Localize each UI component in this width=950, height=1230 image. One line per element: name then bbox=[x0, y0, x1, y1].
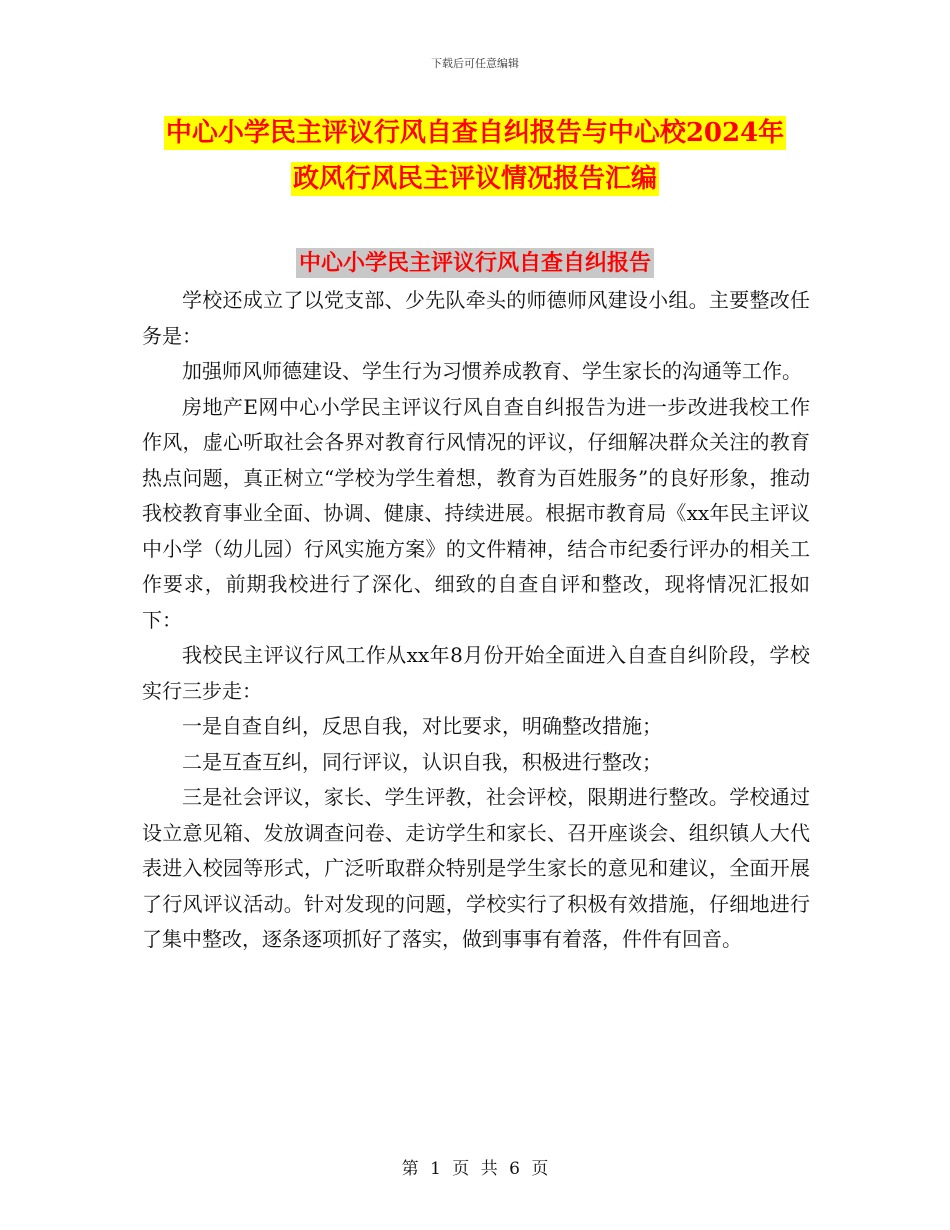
title-line-2: 政风行风民主评议情况报告汇编 bbox=[292, 164, 657, 194]
header-note: 下载后可任意编辑 bbox=[431, 57, 519, 70]
document-body bbox=[142, 283, 810, 958]
paragraph: 二是互查互纠，同行评议，认识自我，积极进行整改； bbox=[182, 749, 662, 774]
document-title bbox=[0, 110, 950, 202]
paragraph: 三是社会评议，家长、学生评教，社会评校，限期进行整改。学校通过设立意见箱、发放调查问卷、走访学生和家长、召开座谈会、组织镇人大代表进入校园等形式，广泛听取群众特别是学生家长的意见和建议，全面开展了行风评议活动。针对发现的问题，学校实行了积极有效措施，仔细地进行了集中整改，逐条逐项抓好了落实，做到事事有着落，件件有回音。 bbox=[142, 785, 810, 951]
paragraph: 房地产E网中心小学民主评议行风自查自纠报告为进一步改进我校工作作风，虚心听取社会各界对教育行风情况的评议，仔细解决群众关注的教育热点问题，真正树立“学校为学生着想，教育为百姓服务”的良好形象，推动我校教育事业全面、协调、健康、持续进展。根据市教育局《xx年民主评议中小学（幼儿园）行风实施方案》的文件精神，结合市纪委行评办的相关工作要求，前期我校进行了深化、细致的自查自评和整改，现将情况汇报如下： bbox=[142, 394, 810, 632]
section-title bbox=[0, 246, 950, 277]
paragraph: 我校民主评议行风工作从xx年8月份开始全面进入自查自纠阶段，学校实行三步走： bbox=[142, 643, 810, 703]
paragraph: 学校还成立了以党支部、少先队牵头的师德师风建设小组。主要整改任务是： bbox=[142, 288, 810, 348]
page-footer: 第 1 页 共 6 页 bbox=[401, 1159, 549, 1179]
paragraph: 加强师风师德建设、学生行为习惯养成教育、学生家长的沟通等工作。 bbox=[182, 359, 802, 383]
paragraph: 一是自查自纠，反思自我，对比要求，明确整改措施； bbox=[182, 714, 662, 738]
title-line-1: 中心小学民主评议行风自查自纠报告与中心校2024年 bbox=[165, 118, 785, 148]
section-title-text: 中心小学民主评议行风自查自纠报告 bbox=[296, 248, 654, 278]
